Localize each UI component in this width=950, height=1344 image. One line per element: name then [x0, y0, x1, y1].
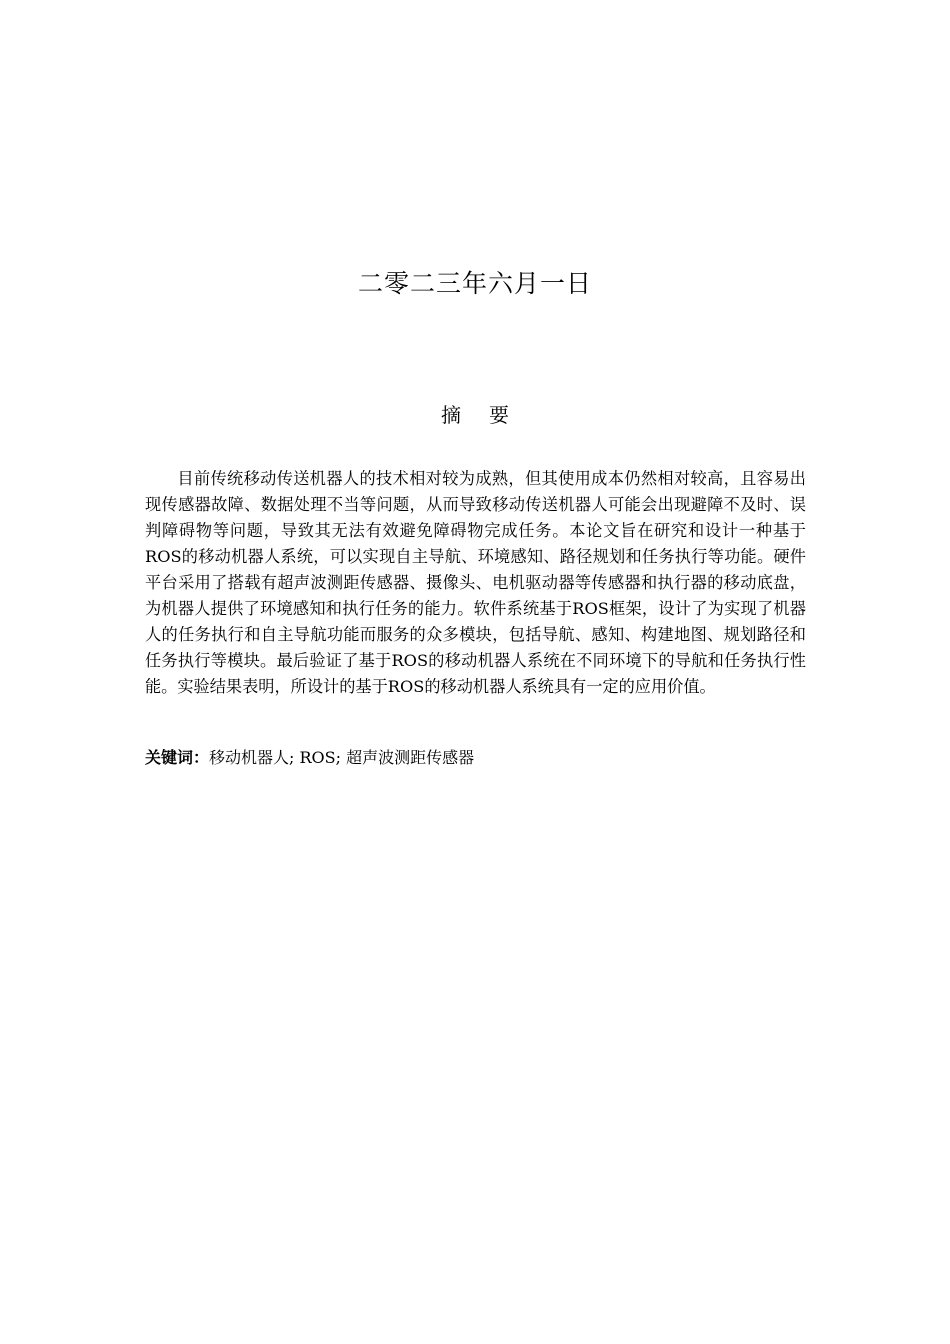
abstract-heading: 摘要: [441, 403, 537, 427]
document-date: 二零二三年六月一日: [357, 269, 592, 298]
abstract-body: 目前传统移动传送机器人的技术相对较为成熟，但其使用成本仍然相对较高，且容易出现传感器故障、数据处理不当等问题，从而导致移动传送机器人可能会出现避障不及时、误判障碍物等问题，导致其无法有效避免障碍物完成任务。本论文旨在研究和设计一种基于ROS的移动机器人系统，可以实现自主导航、环境感知、路径规划和任务执行等功能。硬件平台采用了搭载有超声波测距传感器、摄像头、电机驱动器等传感器和执行器的移动底盘，为机器人提供了环境感知和执行任务的能力。软件系统基于ROS框架，设计了为实现了机器人的任务执行和自主导航功能而服务的众多模块，包括导航、感知、构建地图、规划路径和任务执行等模块。最后验证了基于ROS的移动机器人系统在不同环境下的导航和任务执行性能。实验结果表明，所设计的基于ROS的移动机器人系统具有一定的应用价值。: [145, 469, 806, 696]
keywords-label: 关键词：: [145, 748, 210, 767]
keywords-list: 移动机器人; ROS; 超声波测距传感器: [209, 748, 475, 767]
keywords-line: [145, 745, 806, 771]
